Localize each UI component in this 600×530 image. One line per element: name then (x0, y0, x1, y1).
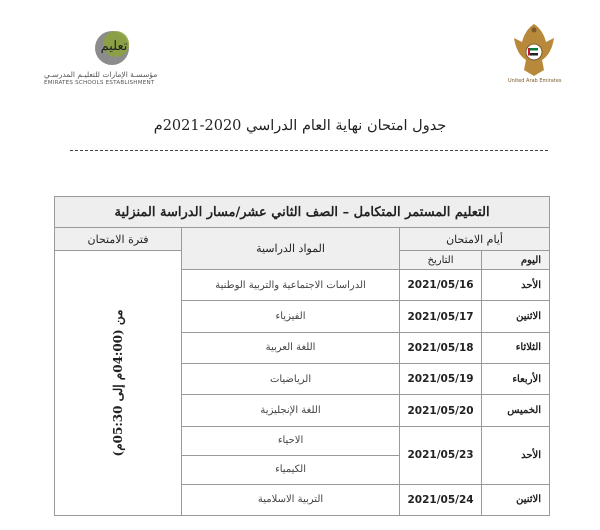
page-title: جدول امتحان نهاية العام الدراسي 2020-2021م (153, 118, 447, 134)
uae-emblem (508, 20, 560, 92)
col-date: التاريخ (400, 251, 482, 270)
ese-logo (44, 24, 184, 88)
row-date: 2021/05/20 (400, 395, 482, 426)
row-day: الاثنين (482, 301, 550, 332)
row-subject: الفيزياء (182, 301, 400, 332)
falcon-emblem-icon (508, 20, 560, 78)
row-date: 2021/05/16 (400, 270, 482, 301)
row-date: 2021/05/24 (400, 484, 482, 515)
col-day: اليوم (482, 251, 550, 270)
row-date: 2021/05/19 (400, 364, 482, 395)
row-day: الأربعاء (482, 364, 550, 395)
ese-name-ar: مؤسسـة الإمارات للتعليـم المدرسـي (44, 70, 158, 79)
dashed-divider (70, 150, 548, 151)
row-day: الأحد (482, 270, 550, 301)
table-caption: التعليم المستمر المتكامل – الصف الثاني عشر/مسار الدراسة المنزلية (55, 197, 550, 228)
row-subject: التربية الاسلامية (182, 484, 400, 515)
ese-name-en: EMIRATES SCHOOLS ESTABLISHMENT (44, 80, 155, 86)
row-date: 2021/05/17 (400, 301, 482, 332)
exam-period-cell (55, 251, 182, 516)
col-subjects: المواد الدراسية (182, 228, 400, 270)
col-exam-days: أيام الامتحان (400, 228, 550, 251)
row-day: الاثنين (482, 484, 550, 515)
row-subject: الاحياء (182, 426, 400, 455)
row-day: الثلاثاء (482, 332, 550, 363)
ese-logo-icon (92, 24, 136, 68)
page-header (0, 0, 600, 100)
row-subject: الرياضيات (182, 364, 400, 395)
table-caption-row (55, 197, 550, 228)
header-row (55, 228, 550, 251)
exam-period-text: من (04:00م إلى 05:30م) (111, 309, 126, 457)
row-date: 2021/05/23 (400, 426, 482, 484)
row-subject: الدراسات الاجتماعية والتربية الوطنية (182, 270, 400, 301)
row-day: الأحد (482, 426, 550, 484)
row-subject: اللغة الإنجليزية (182, 395, 400, 426)
row-subject: اللغة العربية (182, 332, 400, 363)
ese-logo-word: تعليم (100, 39, 128, 54)
uae-caption: United Arab Emirates (508, 78, 562, 84)
row-date: 2021/05/18 (400, 332, 482, 363)
row-subject: الكيمياء (182, 455, 400, 484)
col-period: فترة الامتحان (55, 228, 182, 251)
exam-schedule-table (54, 196, 550, 516)
row-day: الخميس (482, 395, 550, 426)
